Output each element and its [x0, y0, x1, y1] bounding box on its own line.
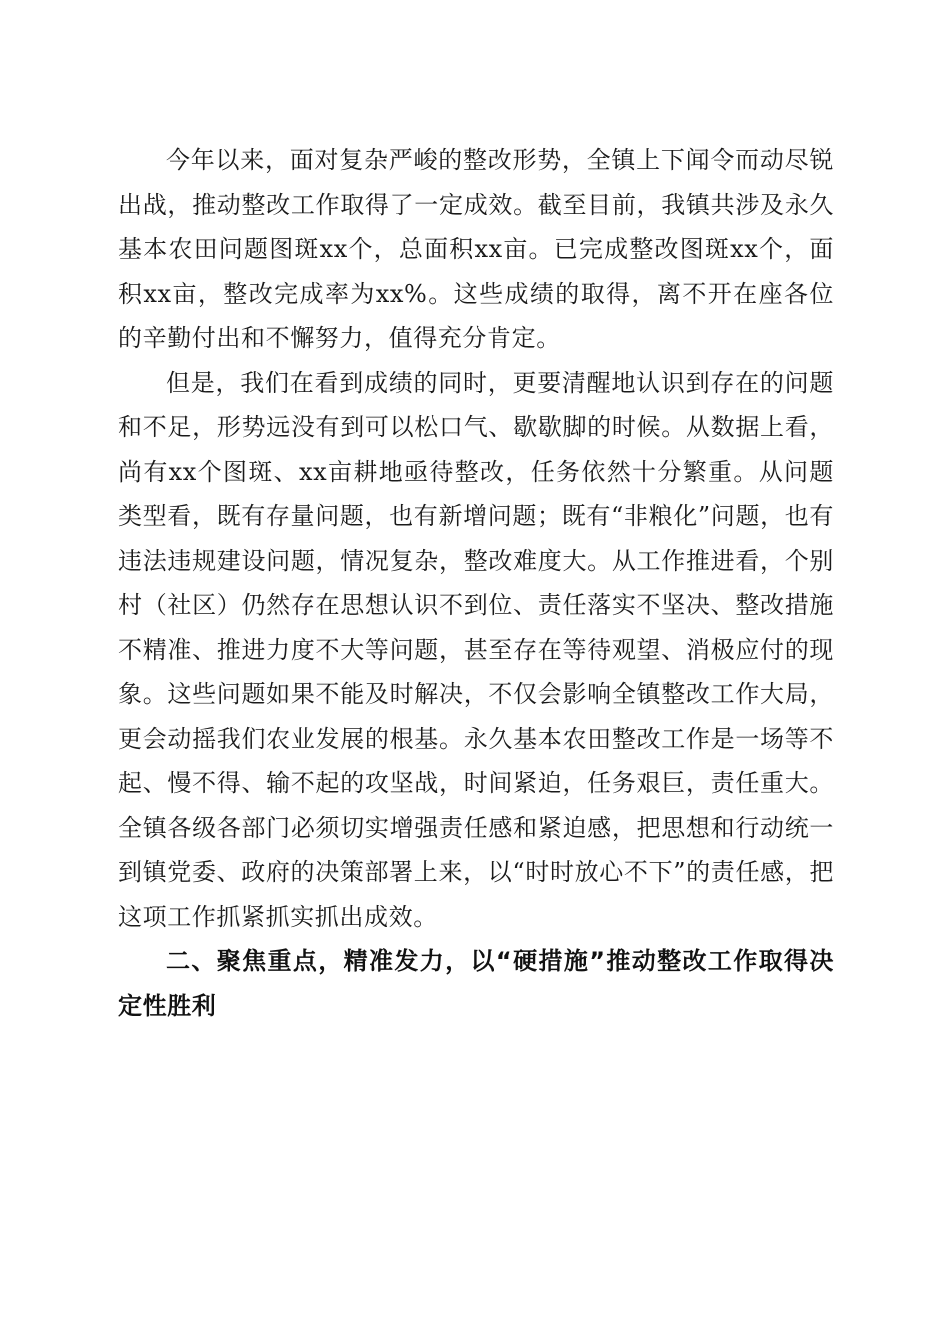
paragraph-achievements: 今年以来，面对复杂严峻的整改形势，全镇上下闻令而动尽锐出战，推动整改工作取得了一定成效。截至目前，我镇共涉及永久基本农田问题图斑xx个，总面积xx亩。已完成整改图斑xx个，面积xx亩，整改完成率为xx%。这些成绩的取得，离不开在座各位的辛勤付出和不懈努力，值得充分肯定。	[118, 146, 834, 352]
document-body	[118, 138, 834, 1028]
paragraph-problems: 但是，我们在看到成绩的同时，更要清醒地认识到存在的问题和不足，形势远没有到可以松口气、歇歇脚的时候。从数据上看，尚有xx个图斑、xx亩耕地亟待整改，任务依然十分繁重。从问题类型看，既有存量问题，也有新增问题；既有“非粮化”问题，也有违法违规建设问题，情况复杂，整改难度大。从工作推进看，个别村（社区）仍然存在思想认识不到位、责任落实不坚决、整改措施不精准、推进力度不大等问题，甚至存在等待观望、消极应付的现象。这些问题如果不能及时解决，不仅会影响全镇整改工作大局，更会动摇我们农业发展的根基。永久基本农田整改工作是一场等不起、慢不得、输不起的攻坚战，时间紧迫，任务艰巨，责任重大。全镇各级各部门必须切实增强责任感和紧迫感，把思想和行动统一到镇党委、政府的决策部署上来，以“时时放心不下”的责任感，把这项工作抓紧抓实抓出成效。	[118, 368, 834, 931]
section-heading: 二、聚焦重点，精准发力，以“硬措施”推动整改工作取得决定性胜利	[118, 947, 834, 1020]
